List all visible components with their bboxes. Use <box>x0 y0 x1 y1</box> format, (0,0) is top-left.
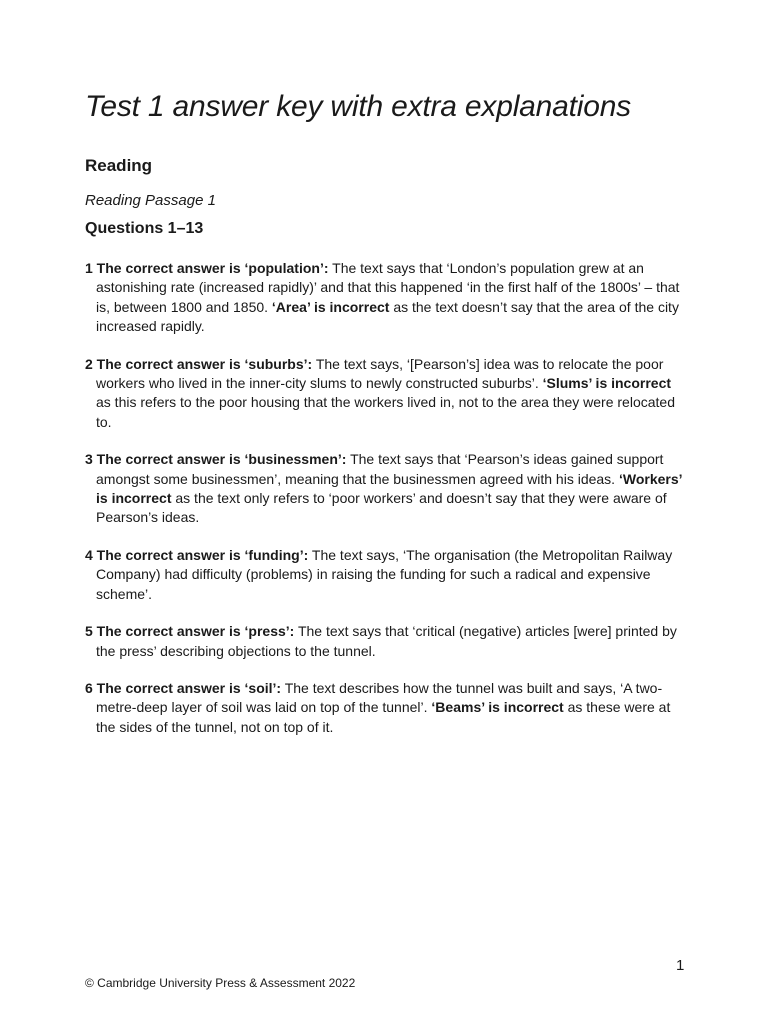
passage-label: Reading Passage 1 <box>85 192 216 209</box>
answer-lead: 4 The correct answer is ‘funding’: <box>85 546 309 563</box>
section-heading: Reading <box>85 156 153 175</box>
answer-item <box>85 355 685 433</box>
answer-explanation: The text says, ‘[Pearson’s] idea was to relocate the poor workers who lived in the inner-city slums to newly constructed suburbs’. <box>96 355 664 392</box>
answer-explanation-rest: as the text only refers to ‘poor workers’ and doesn’t say that they were aware of Pearson’s ideas. <box>96 490 667 526</box>
copyright-notice: © Cambridge University Press & Assessment 2022 <box>85 976 356 990</box>
incorrect-note: ‘Workers’ is incorrect <box>96 470 682 507</box>
answer-explanation: The text says that ‘critical (negative) articles [were] printed by the press’ describing objections to the tunnel. <box>96 623 677 659</box>
answer-item <box>85 259 685 337</box>
page-number: 1 <box>676 957 685 974</box>
answer-item <box>85 450 685 528</box>
answer-explanation: The text describes how the tunnel was built and says, ‘A two-metre-deep layer of soil was laid on top of the tunnel’. <box>96 679 663 716</box>
answer-item <box>85 622 685 661</box>
answer-lead: 2 The correct answer is ‘suburbs’: <box>85 355 313 372</box>
answer-item <box>85 679 685 737</box>
page-title: Test 1 answer key with extra explanations <box>85 90 631 123</box>
incorrect-note: ‘Area’ is incorrect <box>271 298 390 315</box>
questions-heading: Questions 1–13 <box>85 220 204 237</box>
incorrect-note: ‘Slums’ is incorrect <box>542 375 672 392</box>
answer-lead: 3 The correct answer is ‘businessmen’: <box>85 451 347 468</box>
answer-lead: 6 The correct answer is ‘soil’: <box>85 679 282 696</box>
answer-item <box>85 546 685 604</box>
answer-explanation-rest: as this refers to the poor housing that the workers lived in, not to the area they were relocated to. <box>96 394 675 430</box>
answer-lead: 1 The correct answer is ‘population’: <box>85 260 329 276</box>
answer-explanation-rest: as these were at the sides of the tunnel, not on top of it. <box>96 699 671 735</box>
answer-list <box>85 259 685 755</box>
answer-explanation: The text says that ‘London’s population grew at an astonishing rate (increased rapidly)’ and that this happened ‘in the first half of the 1800s’ – that is, between 1800 and 1850. <box>96 260 680 315</box>
answer-explanation: The text says that ‘Pearson’s ideas gained support amongst some businessmen’, meaning that the businessmen agreed with his ideas. <box>96 451 664 487</box>
answer-lead: 5 The correct answer is ‘press’: <box>85 623 295 640</box>
incorrect-note: ‘Beams’ is incorrect <box>431 699 564 716</box>
answer-explanation: The text says, ‘The organisation (the Metropolitan Railway Company) had difficulty (problems) in raising the funding for such a radical and expensive scheme’. <box>96 546 673 602</box>
answer-explanation-rest: as the text doesn’t say that the area of the city increased rapidly. <box>96 298 679 335</box>
